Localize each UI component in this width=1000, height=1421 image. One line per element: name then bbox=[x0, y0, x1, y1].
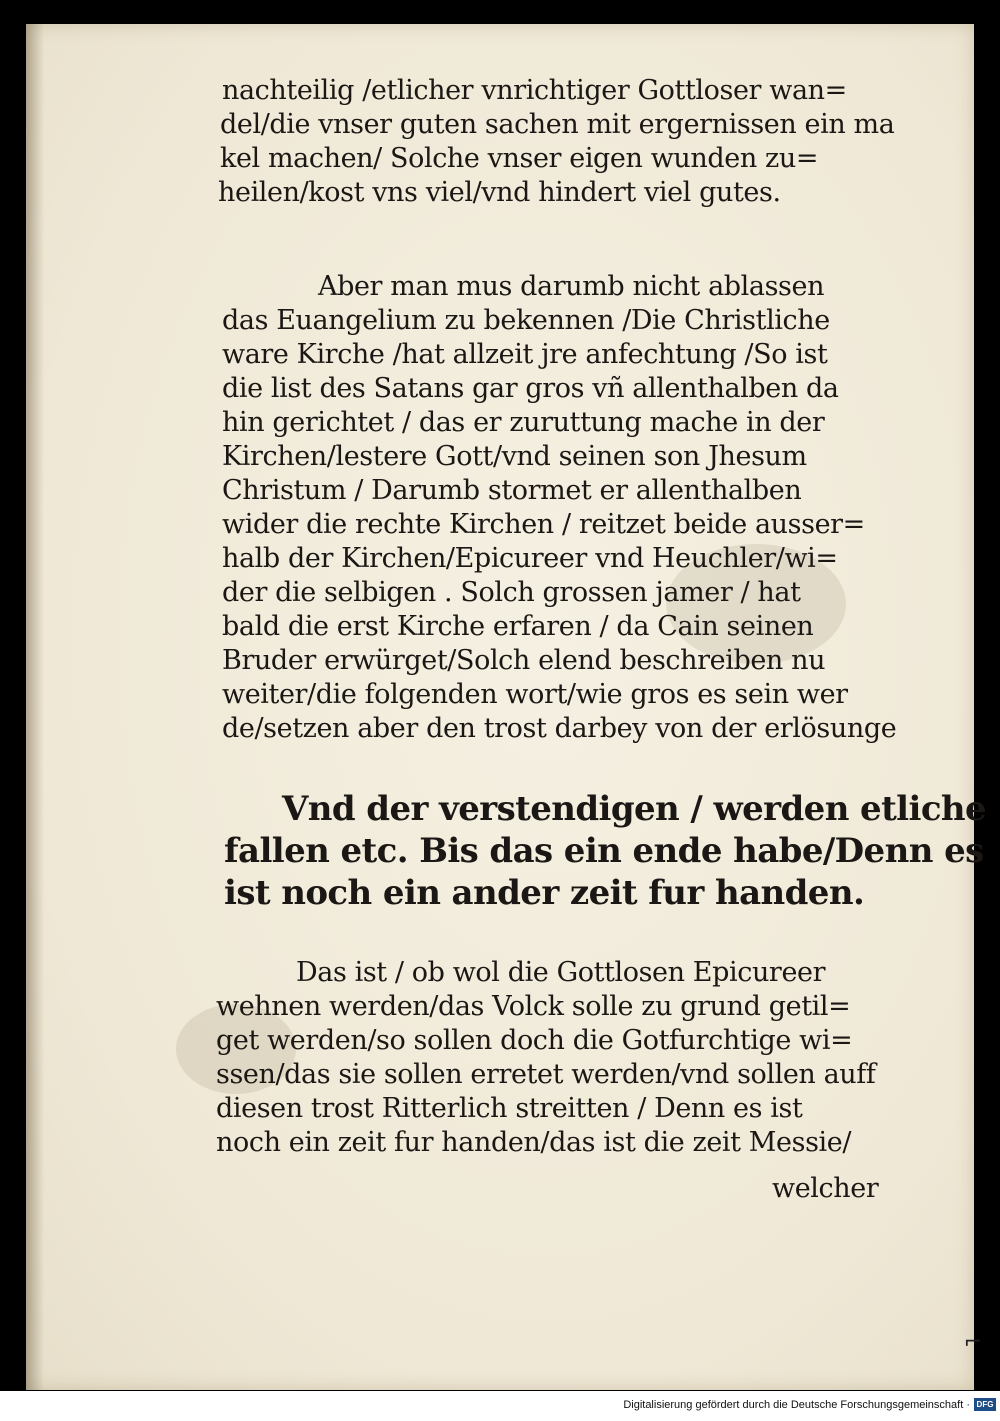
text-line: Vnd der verstendigen / werden etliche bbox=[282, 789, 987, 829]
text-line: heilen/kost vns viel/vnd hindert viel gutes. bbox=[218, 177, 781, 208]
catchword-text: welcher bbox=[772, 1173, 879, 1204]
gutter-shadow bbox=[26, 24, 44, 1390]
text-line: noch ein zeit fur handen/das ist die zeit Messie/ bbox=[216, 1127, 852, 1158]
text-line: halb der Kirchen/Epicureer vnd Heuchler/wi= bbox=[222, 543, 838, 574]
digitization-credit: Digitalisierung gefördert durch die Deutsche Forschungsgemeinschaft · bbox=[623, 1399, 970, 1411]
text-line: Christum / Darumb stormet er allenthalben bbox=[222, 475, 802, 506]
text-line: ssen/das sie sollen erretet werden/vnd sollen auff bbox=[216, 1059, 876, 1090]
text-line: bald die erst Kirche erfaren / da Cain seinen bbox=[222, 611, 814, 642]
footer-bar bbox=[0, 1391, 1000, 1421]
dfg-logo: DFG bbox=[974, 1398, 996, 1411]
text-line: ist noch ein ander zeit fur handen. bbox=[224, 873, 865, 913]
text-line: Kirchen/lestere Gott/vnd seinen son Jhesum bbox=[222, 441, 807, 472]
text-line: der die selbigen . Solch grossen jamer / hat bbox=[222, 577, 801, 608]
text-line: weiter/die folgenden wort/wie gros es sein wer bbox=[222, 679, 848, 710]
text-line: Das ist / ob wol die Gottlosen Epicureer bbox=[296, 957, 826, 988]
text-line: ware Kirche /hat allzeit jre anfechtung /So ist bbox=[222, 339, 828, 370]
text-line: nachteilig /etlicher vnrichtiger Gottloser wan= bbox=[222, 75, 847, 106]
text-line: die list des Satans gar gros vñ allenthalben da bbox=[222, 373, 839, 404]
text-line: wider die rechte Kirchen / reitzet beide ausser= bbox=[222, 509, 865, 540]
text-line: Bruder erwürget/Solch elend beschreiben nu bbox=[222, 645, 826, 676]
text-line: del/die vnser guten sachen mit ergernissen ein ma bbox=[220, 109, 895, 140]
text-line: hin gerichtet / das er zuruttung mache in der bbox=[222, 407, 825, 438]
text-line: diesen trost Ritterlich streitten / Denn es ist bbox=[216, 1093, 803, 1124]
text-line: kel machen/ Solche vnser eigen wunden zu= bbox=[220, 143, 819, 174]
text-line: das Euangelium zu bekennen /Die Christliche bbox=[222, 305, 830, 336]
text-line: wehnen werden/das Volck solle zu grund getil= bbox=[216, 991, 851, 1022]
text-line: de/setzen aber den trost darbey von der erlösunge bbox=[222, 713, 897, 744]
text-line: get werden/so sollen doch die Gotfurchtige wi= bbox=[216, 1025, 853, 1056]
book-page bbox=[26, 24, 987, 1390]
text-line: Aber man mus darumb nicht ablassen bbox=[318, 271, 825, 302]
corner-mark: ⌐ bbox=[963, 1330, 982, 1355]
text-line: fallen etc. Bis das ein ende habe/Denn es bbox=[224, 831, 984, 871]
